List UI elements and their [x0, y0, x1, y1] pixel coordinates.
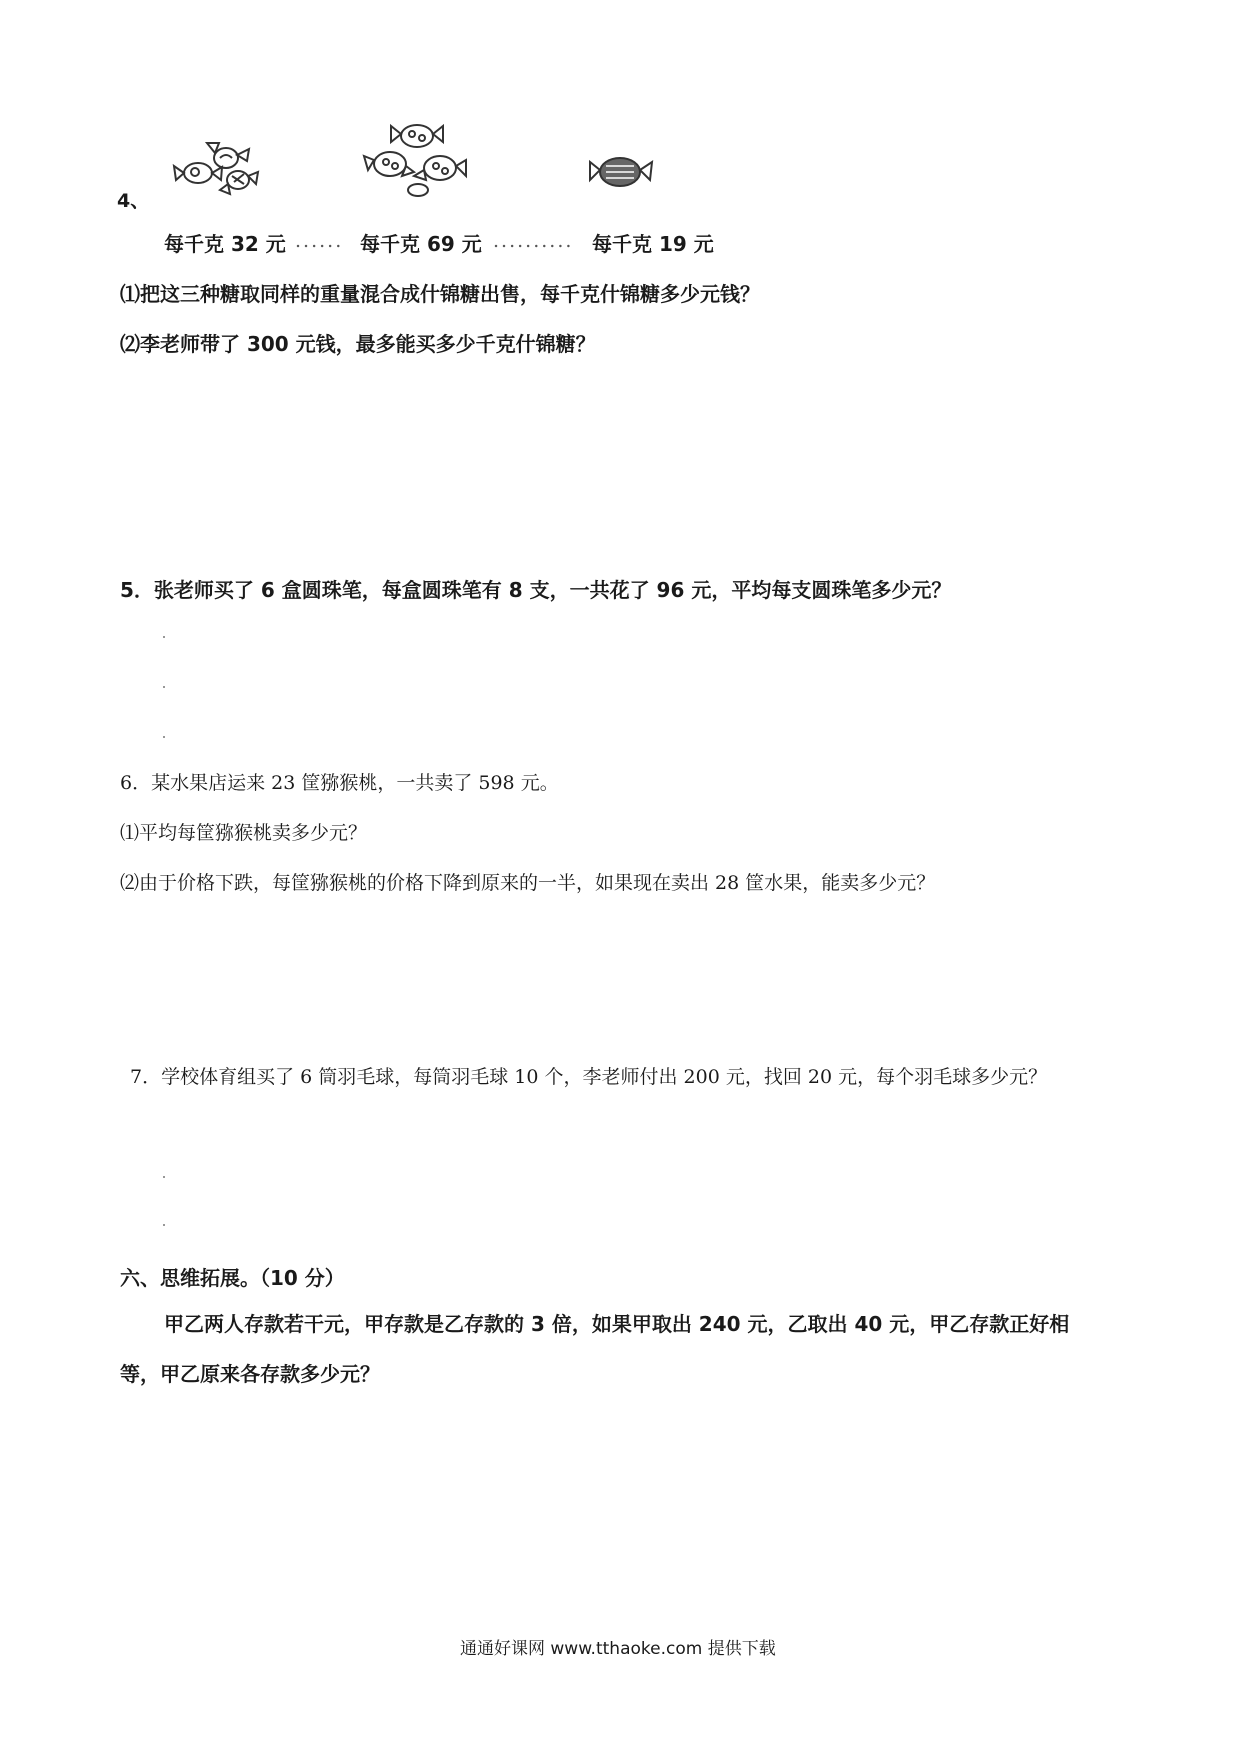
- candy-price-2: 每千克 69 元: [360, 232, 482, 256]
- question-4-part-1: ⑴把这三种糖取同样的重量混合成什锦糖出售，每千克什锦糖多少元钱？: [120, 282, 760, 306]
- page-footer: 通通好课网 www.tthaoke.com 提供下载: [460, 1639, 776, 1659]
- question-7-text: 7．学校体育组买了 6 筒羽毛球，每筒羽毛球 10 个，李老师付出 200 元，找回 20 元，每个羽毛球多少元？: [130, 1066, 1048, 1088]
- candy-group-2-image: [362, 116, 472, 206]
- question-6-part-2: ⑵由于价格下跌，每筐猕猴桃的价格下降到原来的一半，如果现在卖出 28 筐水果，能卖多少元？: [120, 872, 936, 894]
- question-6-part-1: ⑴平均每筐猕猴桃卖多少元？: [120, 822, 368, 844]
- price-separator-1: ......: [295, 230, 344, 252]
- candy-group-1-image: [168, 128, 268, 198]
- question-6-text: 6．某水果店运来 23 筐猕猴桃，一共卖了 598 元。: [120, 772, 559, 794]
- answer-dot: [163, 1224, 165, 1226]
- answer-dot: [163, 736, 165, 738]
- question-5-text: 5．张老师买了 6 盒圆珠笔，每盒圆珠笔有 8 支，一共花了 96 元，平均每支圆珠笔多少元？: [120, 578, 952, 602]
- section-6-problem-line-1: 甲乙两人存款若干元，甲存款是乙存款的 3 倍，如果甲取出 240 元，乙取出 40 元，甲乙存款正好相: [164, 1312, 1070, 1336]
- question-4-part-2: ⑵李老师带了 300 元钱，最多能买多少千克什锦糖？: [120, 332, 596, 356]
- answer-dot: [163, 686, 165, 688]
- price-separator-2: ..........: [493, 230, 574, 252]
- question-4-number: 4、: [117, 190, 150, 212]
- answer-dot: [163, 1176, 165, 1178]
- candy-price-3: 每千克 19 元: [592, 232, 714, 256]
- answer-dot: [163, 636, 165, 638]
- section-6-heading: 六、思维拓展。（10 分）: [120, 1266, 345, 1290]
- section-6-problem-line-2: 等，甲乙原来各存款多少元？: [120, 1362, 380, 1386]
- candy-price-1: 每千克 32 元: [164, 232, 286, 256]
- candy-group-3-image: [586, 140, 656, 200]
